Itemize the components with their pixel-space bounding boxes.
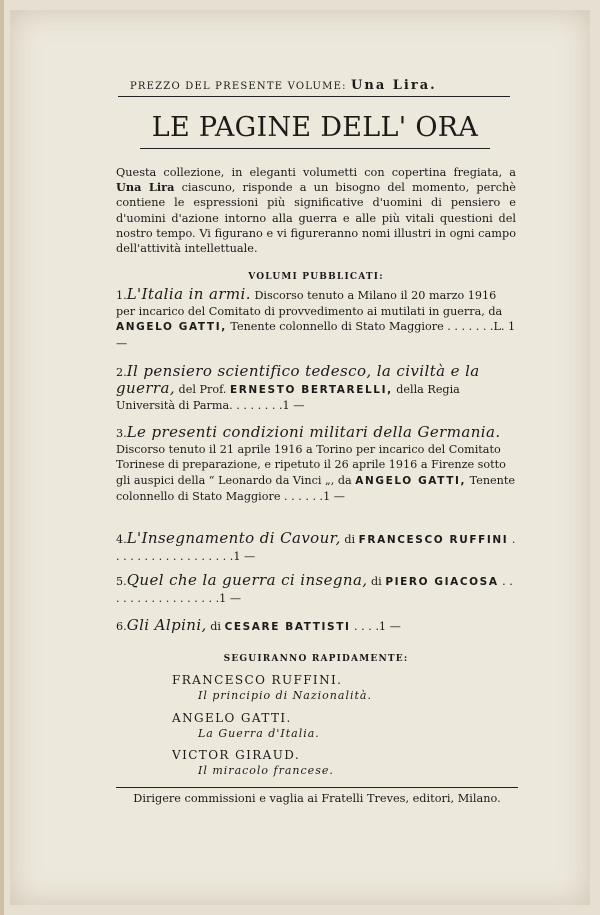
volume-number: 3.: [116, 427, 127, 440]
bottom-rule: [116, 787, 518, 788]
title-rule: [140, 148, 490, 149]
volume-author: FRANCESCO RUFFINI: [358, 534, 509, 546]
volume-title: Quel che la guerra ci insegna,: [126, 571, 368, 589]
volume-author: ANGELO GATTI,: [355, 474, 467, 487]
volume-price: 1 —: [233, 549, 256, 563]
intro-paragraph: [116, 165, 516, 256]
forthcoming-item-1: [172, 673, 512, 702]
volume-author: PIERO GIACOSA: [385, 576, 499, 588]
volume-description: di: [340, 533, 359, 546]
volume-description: Discorso tenuto a Milano il 20 marzo 1916 per incarico del Comitato di provvedimento ai mutilati in guerra, da: [116, 289, 503, 318]
volume-price: L. 1 —: [116, 320, 516, 350]
price-line: [130, 78, 510, 93]
publisher-footer: Dirigere commissioni e vaglia ai Fratelli Treves, editori, Milano.: [133, 792, 501, 805]
volume-description-end: della Regia Università di Parma. . . . . . . .: [116, 382, 460, 412]
volume-author: ERNESTO BERTARELLI,: [229, 383, 393, 396]
forthcoming-author: VICTOR GIRAUD.: [172, 748, 301, 762]
volume-description: del Prof.: [175, 382, 230, 396]
volume-number: 4.: [116, 533, 127, 546]
volume-entry-6: [116, 618, 518, 636]
intro-emphasis: Una Lira: [116, 180, 175, 195]
volume-description-end: Tenente colonnello di Stato Maggiore . . . . . .: [116, 473, 515, 503]
volume-price: 1 —: [219, 591, 242, 605]
volume-description: di: [367, 575, 386, 588]
volume-title: L'Italia in armi.: [126, 285, 251, 303]
forthcoming-item-3: [172, 748, 512, 777]
volume-description: Discorso tenuto il 21 aprile 1916 a Torino per incarico del Comitato Torinese di preparazione, e ripetuto il 26 aprile 1916 a Firenze sotto gli auspici della “ Leonardo da Vinci „, da: [116, 442, 506, 487]
book-spine-edge: [0, 0, 4, 915]
forthcoming-heading: SEGUIRANNO RAPIDAMENTE:: [223, 654, 409, 664]
volume-number: 1.: [116, 289, 127, 302]
volume-title: Le presenti condizioni militari della Germania.: [126, 423, 501, 441]
forthcoming-author: FRANCESCO RUFFINI.: [172, 673, 343, 687]
volume-author: CESARE BATTISTI: [224, 621, 351, 633]
published-heading: VOLUMI PUBBLICATI:: [248, 272, 384, 282]
price-value: Una Lira.: [351, 78, 437, 93]
series-title: LE PAGINE DELL' ORA: [151, 112, 479, 143]
volume-description-end: . . . . . . . . . . . . . . . . .: [116, 575, 513, 605]
volume-title: L'Insegnamento di Cavour,: [126, 529, 341, 547]
volume-price: 1 —: [378, 620, 401, 633]
intro-text-1: Questa collezione, in eleganti volumetti con copertina fregiata, a: [116, 166, 516, 179]
volume-title: Gli Alpini,: [126, 616, 207, 634]
volume-description-end: . . . . . . . . . . . . . . . . . .: [116, 533, 516, 563]
volume-entry-3: [116, 425, 518, 505]
price-label: PREZZO DEL PRESENTE VOLUME:: [130, 81, 347, 92]
forthcoming-item-2: [172, 711, 512, 740]
top-rule: [118, 96, 510, 97]
volume-number: 2.: [116, 366, 127, 379]
volume-description: di: [206, 620, 225, 633]
volume-entry-5: [116, 573, 518, 606]
forthcoming-title: Il miracolo francese.: [198, 764, 334, 777]
volume-author: ANGELO GATTI,: [116, 321, 227, 333]
volume-entry-2: [116, 364, 518, 414]
volume-number: 6.: [116, 620, 127, 633]
forthcoming-author: ANGELO GATTI.: [172, 711, 292, 725]
volume-entry-1: [116, 287, 518, 351]
forthcoming-title: La Guerra d'Italia.: [198, 727, 320, 740]
volume-number: 5.: [116, 575, 127, 588]
volume-price: 1 —: [323, 490, 345, 503]
forthcoming-title: Il principio di Nazionalità.: [198, 689, 372, 702]
volume-price: 1 —: [282, 399, 305, 412]
volume-title: Il pensiero scientifico tedesco, la civiltà e la guerra,: [116, 362, 480, 397]
intro-text-2: ciascuno, risponde a un bisogno del momento, perchè contiene le espressioni più significative d'uomini di pensiero e d'uomini d'azione intorno alla guerra e alle più vitali questioni del nostro tempo. Vi figurano e vi figureranno nomi illustri in ogni campo dell'attività intellettuale.: [116, 181, 516, 256]
volume-description-end: Tenente colonnello di Stato Maggiore . . . . . . .: [226, 320, 494, 333]
volume-description-end: . . . .: [350, 620, 379, 633]
volume-entry-4: [116, 531, 518, 564]
